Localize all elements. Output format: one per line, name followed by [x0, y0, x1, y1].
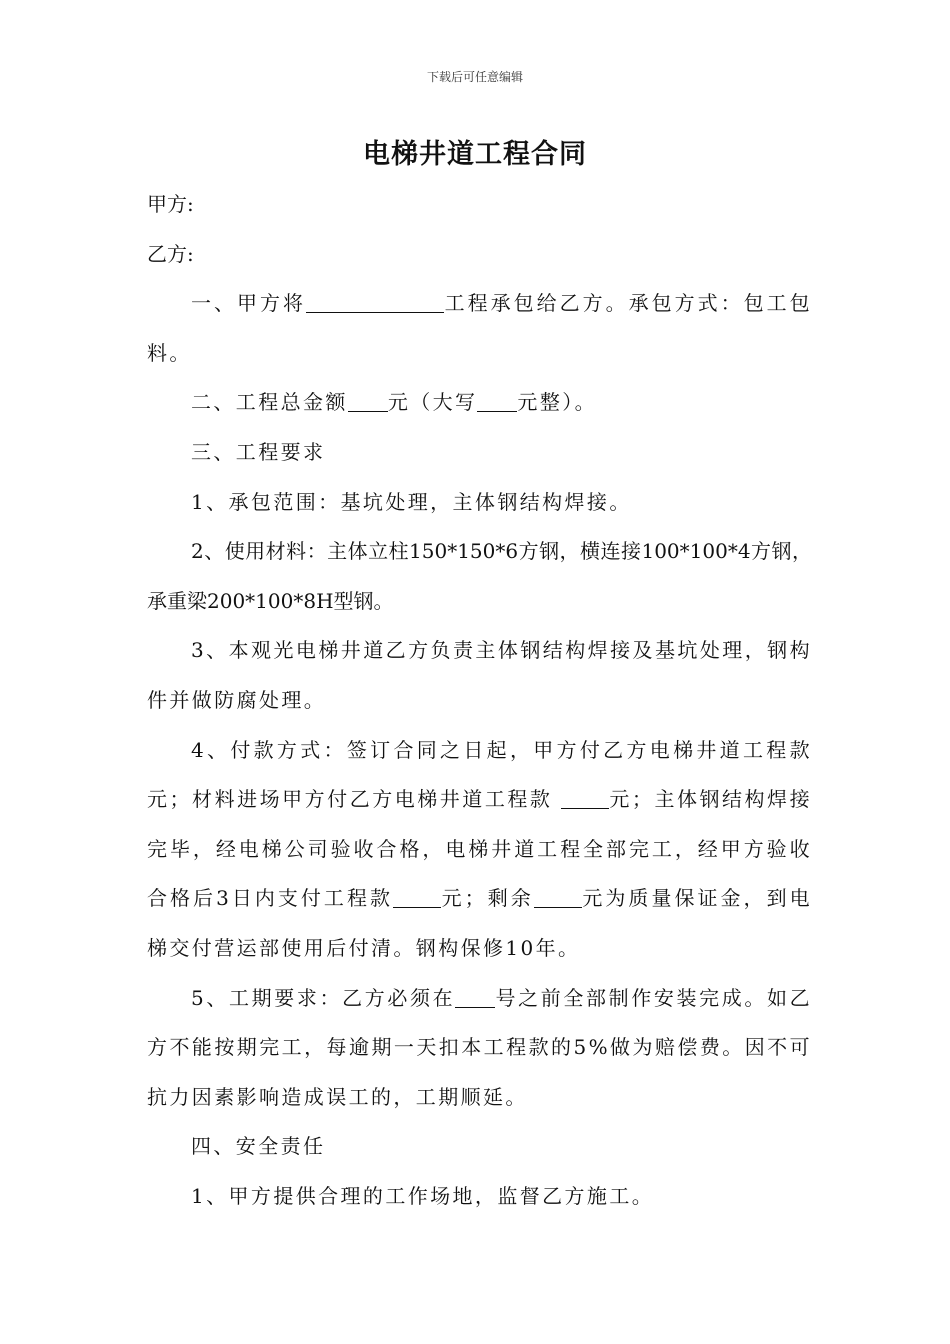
clause-1 — [147, 279, 812, 378]
acceptance-payment-blank — [393, 886, 441, 908]
clause-2 — [147, 378, 812, 428]
header-note: 下载后可任意编辑 — [426, 70, 523, 84]
item-3-1: 1、承包范围：基坑处理，主体钢结构焊接。 — [191, 489, 632, 514]
clause-1-text-a: 一、甲方将 — [191, 291, 306, 316]
item-3-4-text-a: 4、付款方式：签订合同之日起，甲方付乙方电梯井道工程款元；材料进场甲方付乙方电梯井道工程款 — [147, 737, 812, 812]
clause-2-text-a: 二、工程总金额 — [191, 390, 348, 415]
deadline-blank — [455, 986, 495, 1008]
amount-words-blank — [477, 390, 517, 412]
item-3-5-text-b: 号之前全部制作安装完成。如乙方不能按期完工，每逾期一天扣本工程款的5%做为赔偿费。因不可抗力因素影响造成误工的，工期顺延。 — [147, 985, 812, 1109]
amount-blank — [348, 390, 388, 412]
contract-body — [147, 180, 812, 1221]
section-3-heading: 三、工程要求 — [191, 439, 326, 464]
item-3-4-text-b: 元；主体钢结构焊接完毕，经电梯公司验收合格，电梯井道工程全部完工，经甲方验收合格后3日内支付工程款 — [147, 787, 812, 911]
party-b-line: 乙方: — [147, 241, 194, 266]
document-title: 电梯井道工程合同 — [363, 139, 587, 170]
item-3-5 — [147, 974, 812, 1123]
project-name-blank — [306, 291, 444, 313]
party-a-line: 甲方: — [147, 192, 194, 216]
clause-2-text-c: 元整）。 — [517, 390, 598, 415]
item-3-4-text-c: 元；剩余 — [441, 886, 534, 911]
clause-2-text-b: 元（大写 — [387, 390, 478, 415]
item-3-3: 3、本观光电梯井道乙方负责主体钢结构焊接及基坑处理，钢构件并做防腐处理。 — [147, 638, 812, 712]
section-4-heading: 四、安全责任 — [191, 1134, 326, 1159]
item-3-4-text-d: 元为质量保证金，到电梯交付营运部使用后付清。钢构保修10年。 — [147, 886, 813, 960]
clause-1-text-b: 工程承包给乙方。承包方式：包工包料。 — [147, 291, 812, 365]
item-4-1: 1、甲方提供合理的工作场地，监督乙方施工。 — [191, 1183, 655, 1208]
item-3-4 — [147, 726, 812, 974]
retention-blank — [534, 886, 582, 908]
material-payment-blank — [561, 787, 609, 809]
item-3-2: 2、使用材料：主体立柱150*150*6方钢，横连接100*100*4方钢，承重梁200*100*8H型钢。 — [147, 539, 812, 613]
item-3-5-text-a: 5、工期要求：乙方必须在 — [191, 985, 456, 1010]
